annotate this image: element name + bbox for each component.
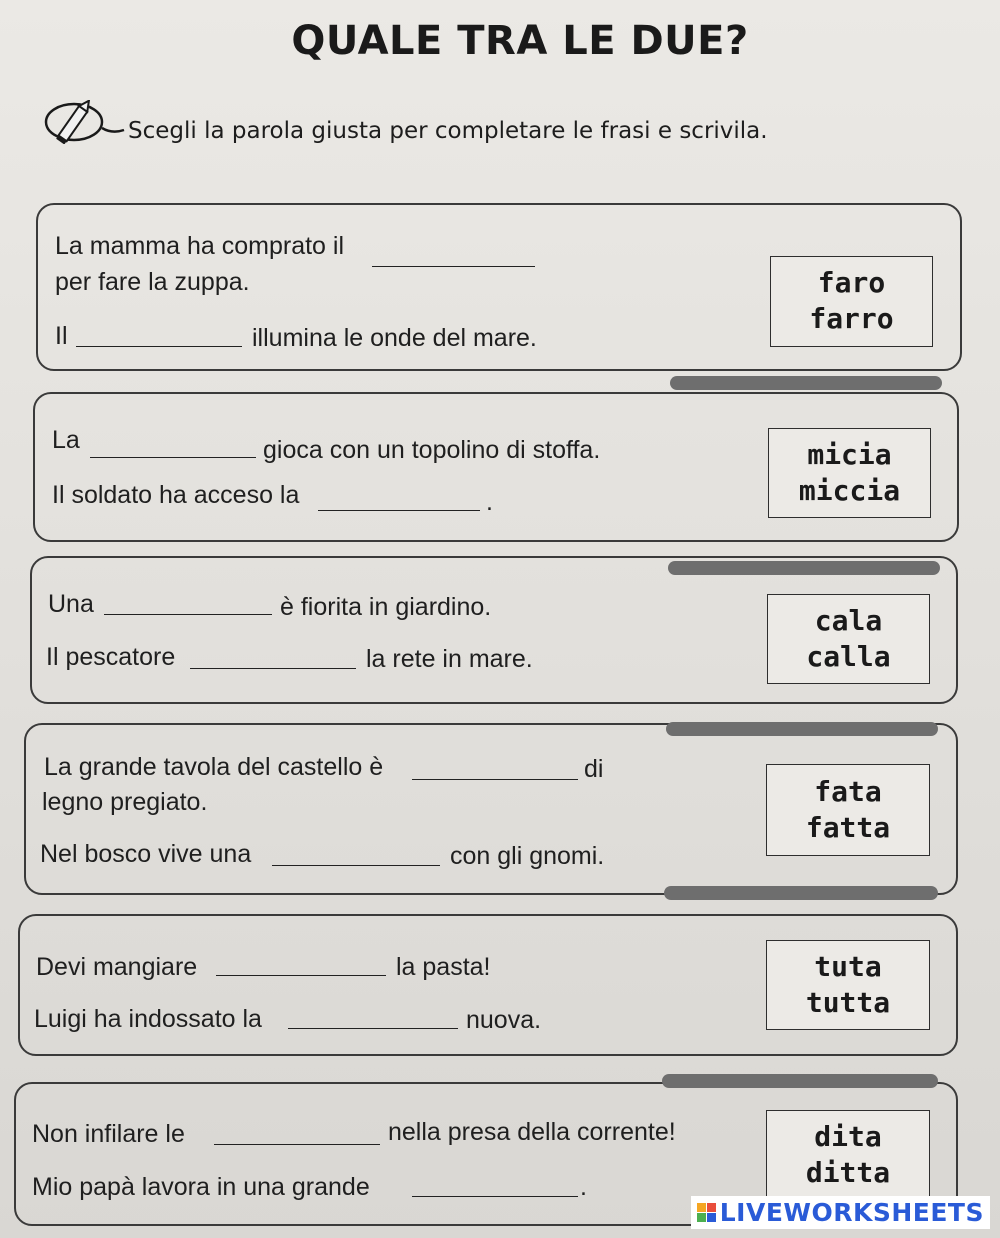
answer-blank[interactable]: [272, 865, 440, 866]
word-option: dita: [814, 1120, 882, 1153]
page-title: QUALE TRA LE DUE?: [291, 18, 749, 64]
sentence-line: illumina le onde del mare.: [252, 324, 537, 352]
sentence-line: Una: [48, 590, 94, 618]
section-divider-bar: [662, 1074, 938, 1088]
word-choice-box: [770, 256, 933, 347]
sentence-line: nuova.: [466, 1006, 542, 1034]
sentence-line: .: [580, 1173, 587, 1201]
answer-blank[interactable]: [76, 346, 242, 347]
answer-blank[interactable]: [318, 510, 480, 511]
watermark-text: LIVEWORKSHEETS: [719, 1198, 984, 1227]
word-option: micia: [807, 438, 892, 471]
sentence-line: La: [52, 426, 80, 454]
word-option: fata: [814, 775, 882, 808]
word-choice-box: [766, 940, 930, 1030]
sentence-line: di: [584, 755, 604, 783]
answer-blank[interactable]: [412, 779, 578, 780]
word-option: faro: [817, 266, 886, 299]
sentence-line: è fiorita in giardino.: [280, 593, 492, 621]
logo-mark-icon: [697, 1203, 716, 1222]
answer-blank[interactable]: [288, 1028, 458, 1029]
sentence-line: Mio papà lavora in una grande: [32, 1173, 370, 1201]
pencil-icon: [40, 100, 130, 144]
answer-blank[interactable]: [104, 614, 272, 615]
sentence-line: Non infilare le: [32, 1120, 185, 1148]
section-divider-bar: [664, 886, 938, 900]
sentence-line: La mamma ha comprato il: [55, 232, 345, 260]
answer-blank[interactable]: [372, 266, 535, 267]
instruction-text: Scegli la parola giusta per completare le frasi e scrivila.: [128, 118, 768, 144]
word-choice-box: [768, 428, 931, 518]
sentence-line: gioca con un topolino di stoffa.: [263, 436, 601, 464]
word-option: farro: [809, 302, 894, 335]
sentence-line: la pasta!: [396, 953, 491, 981]
sentence-line: legno pregiato.: [42, 788, 208, 816]
word-choice-box: [766, 1110, 930, 1200]
sentence-line: Devi mangiare: [36, 953, 198, 981]
word-option: cala: [814, 604, 883, 637]
word-option: fatta: [805, 811, 891, 844]
sentence-line: La grande tavola del castello è: [44, 753, 384, 781]
sentence-line: Nel bosco vive una: [40, 840, 252, 868]
sentence-line: .: [486, 488, 493, 516]
section-divider-bar: [666, 722, 938, 736]
word-option: tuta: [814, 950, 882, 983]
sentence-line: Luigi ha indossato la: [34, 1005, 262, 1033]
sentence-line: con gli gnomi.: [450, 842, 605, 870]
word-option: calla: [806, 640, 891, 673]
answer-blank[interactable]: [90, 457, 256, 458]
sentence-line: Il: [55, 322, 68, 350]
word-option: miccia: [798, 474, 901, 507]
word-choice-box: [766, 764, 930, 856]
answer-blank[interactable]: [216, 975, 386, 976]
sentence-line: la rete in mare.: [366, 645, 533, 673]
sentence-line: Il pescatore: [46, 643, 176, 671]
section-divider-bar: [668, 561, 940, 575]
word-option: ditta: [805, 1156, 891, 1189]
section-divider-bar: [670, 376, 942, 390]
liveworksheets-logo: [691, 1196, 990, 1229]
answer-blank[interactable]: [412, 1196, 578, 1197]
answer-blank[interactable]: [190, 668, 356, 669]
sentence-line: nella presa della corrente!: [388, 1118, 676, 1146]
sentence-line: Il soldato ha acceso la: [52, 481, 300, 509]
word-choice-box: [767, 594, 930, 684]
sentence-line: per fare la zuppa.: [55, 268, 250, 296]
word-option: tutta: [805, 986, 891, 1019]
answer-blank[interactable]: [214, 1144, 380, 1145]
